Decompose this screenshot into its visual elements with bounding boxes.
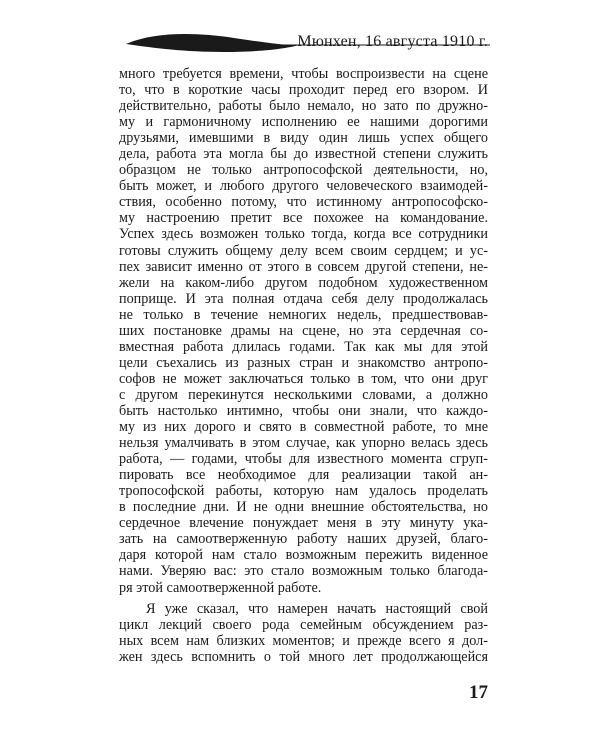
text-line: вместная работа длилась годами. Так как мы для этой xyxy=(119,338,488,355)
text-line: поприще. И эта полная отдача себя делу продолжалась xyxy=(119,290,488,307)
text-line: му из них дорого и свято в совместной работе, то мне xyxy=(119,419,488,436)
text-line: много требуется времени, чтобы воспроизвести на сцене xyxy=(119,66,488,82)
text-line: ных всем нам близких моментов; и прежде всего я дол- xyxy=(119,632,488,649)
text-line: с другом перекинутся несколькими словами, а должно xyxy=(119,386,488,403)
text-line: ствия, особенно потому, что истинному антропософско- xyxy=(119,194,488,211)
body-text xyxy=(119,66,488,665)
running-header-title: Мюнхен, 16 августа 1910 г. xyxy=(297,33,488,50)
text-line: работа, — годами, чтобы для известного момента сгруп- xyxy=(119,451,488,468)
text-line: в последние дни. И не одни внешние обстоятельства, но xyxy=(119,499,488,516)
text-line: жели на каком-либо другом подобном художественном xyxy=(119,274,488,291)
text-line: зать на самоотверженную работу наших друзей, благо- xyxy=(119,531,488,548)
text-line: цикл лекций своего рода семейным обсуждением раз- xyxy=(119,616,488,633)
text-line: му и гармоничному исполнению ее нашими дорогими xyxy=(119,114,488,131)
text-line: тропософской работы, которую нам удалось проделать xyxy=(119,483,488,500)
text-line: даря которой нам стало возможным пережить виденное xyxy=(119,547,488,564)
text-line: друзьями, имевшими в виду один лишь успех общего xyxy=(119,130,488,147)
text-line: ших постановке драмы на сцене, но эта сердечная со- xyxy=(119,322,488,339)
text-line: готовы служить общему делу всем своим сердцем; и ус- xyxy=(119,242,488,259)
text-line: пировать все необходимое для реализации такой ан- xyxy=(119,467,488,484)
text-line: сердечное влечение понуждает меня в эту минуту ука- xyxy=(119,515,488,532)
text-line: нами. Уверяю вас: это стало возможным только благода- xyxy=(119,563,488,580)
text-line: Я уже сказал, что намерен начать настоящий свой xyxy=(146,600,488,617)
text-line: то, что в короткие часы проходит перед его взором. И xyxy=(119,82,488,99)
paragraph-1 xyxy=(119,66,488,596)
text-line: быть настолько интимно, чтобы они знали, что каждо- xyxy=(119,402,488,419)
text-line: Успех здесь возможен только тогда, когда все сотрудники xyxy=(119,226,488,243)
text-line: не только в течение немногих недель, предшествовав- xyxy=(119,306,488,323)
flourish-swash xyxy=(126,34,299,52)
text-line: действительно, работы было немало, но зато по дружно- xyxy=(119,98,488,115)
paragraph-2 xyxy=(119,601,488,665)
text-line: образцом не только антропософской деятельности, но, xyxy=(119,162,488,179)
text-line: цели съехались из разных стран и знакомство антропо- xyxy=(119,354,488,371)
text-line: софов не может заключаться только в том, что они друг xyxy=(119,370,488,387)
text-line: ря этой самоотверженной работе. xyxy=(119,579,322,596)
text-line: му настроению претит все похожее на командование. xyxy=(119,210,488,227)
text-line: пех зависит именно от этого в совсем другой степени, не- xyxy=(119,258,488,275)
text-line: дела, работа эта могла бы до известной степени служить xyxy=(119,146,488,163)
page-number: 17 xyxy=(469,682,488,703)
text-line: нельзя умалчивать в этом случае, как упорно велась здесь xyxy=(119,435,488,452)
text-line: быть может, и любого другого человеческого взаимодей- xyxy=(119,178,488,195)
text-line: жен здесь вспомнить о той много лет продолжающейся xyxy=(119,648,488,665)
